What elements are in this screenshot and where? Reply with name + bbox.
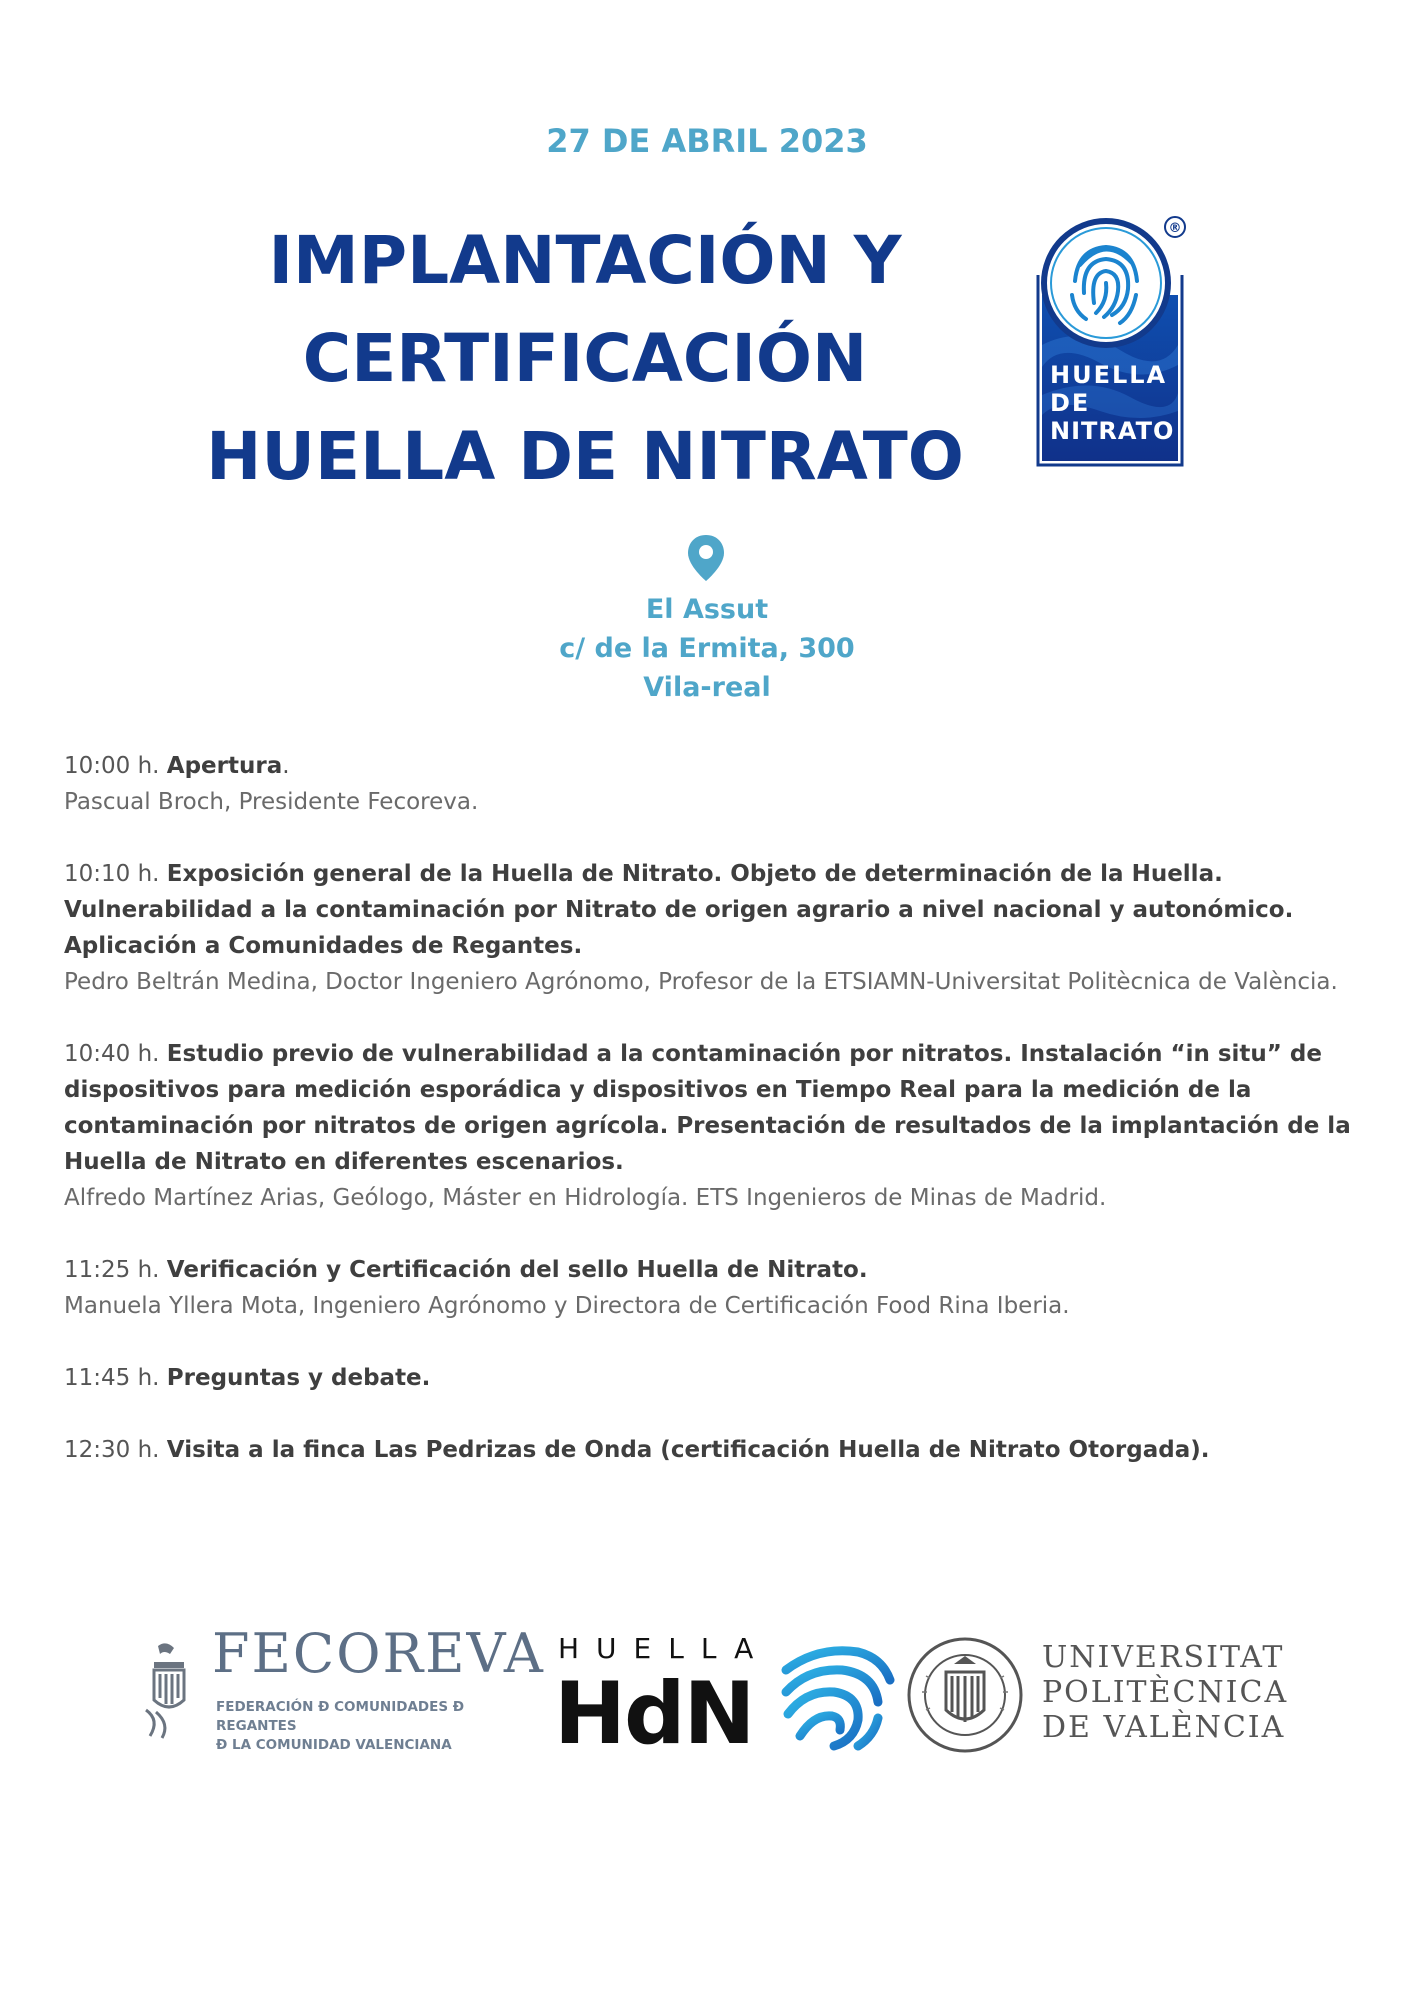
- agenda-item: [64, 1252, 1364, 1324]
- agenda-time: 11:45 h.: [64, 1365, 160, 1391]
- badge-line-1: HUELLA: [1050, 361, 1168, 389]
- hdn-fingerprint-icon: [778, 1640, 896, 1752]
- agenda-time: 12:30 h.: [64, 1437, 160, 1463]
- agenda-time: 11:25 h.: [64, 1257, 160, 1283]
- agenda-topic: Verificación y Certificación del sello Huella de Nitrato.: [166, 1257, 868, 1283]
- huella-de-nitrato-badge-logo: [1020, 215, 1200, 480]
- title-line-3: HUELLA DE NITRATO: [206, 418, 964, 495]
- agenda-item: [64, 1432, 1364, 1468]
- agenda-speaker: Pedro Beltrán Medina, Doctor Ingeniero Agrónomo, Profesor de la ETSIAMN-Universitat Politècnica de València.: [64, 969, 1338, 995]
- badge-line-3: NITRATO: [1050, 417, 1175, 445]
- agenda-speaker: Pascual Broch, Presidente Fecoreva.: [64, 789, 479, 815]
- agenda-speaker: Manuela Yllera Mota, Ingeniero Agrónomo y Directora de Certificación Food Rina Iberia.: [64, 1293, 1070, 1319]
- venue-block: [0, 590, 1414, 707]
- agenda-time: 10:00 h.: [64, 753, 160, 779]
- upv-line-3: DE VALÈNCIA: [1042, 1710, 1286, 1745]
- event-date: 27 DE ABRIL 2023: [546, 122, 868, 160]
- hdn-logo-top-text: HUELLA: [558, 1632, 771, 1665]
- agenda-item: [64, 1360, 1364, 1396]
- fecoreva-emblem-icon: [140, 1640, 196, 1740]
- agenda-time: 10:10 h.: [64, 861, 160, 887]
- title-line-2: CERTIFICACIÓN: [302, 320, 868, 397]
- agenda-item: [64, 1036, 1364, 1216]
- agenda-topic-suffix: .: [282, 753, 290, 779]
- agenda-list: [64, 748, 1364, 1504]
- agenda-topic: Estudio previo de vulnerabilidad a la contaminación por nitratos. Instalación “in situ” de dispositivos para medición esporádica y dispositivos en Tiempo Real para la medición de la contaminación por nitratos de origen agrícola. Presentación de resultados de la implantación de la Huella de Nitrato en diferentes escenarios.: [64, 1041, 1351, 1175]
- hdn-logo-wordmark: HdN: [554, 1664, 754, 1764]
- venue-city: Vila-real: [643, 672, 771, 703]
- title-line-1: IMPLANTACIÓN Y: [268, 222, 902, 299]
- upv-line-1: UNIVERSITAT: [1042, 1640, 1285, 1675]
- agenda-item: [64, 748, 1364, 820]
- registered-mark: ®: [1168, 221, 1182, 236]
- agenda-topic: Preguntas y debate.: [166, 1365, 431, 1391]
- agenda-topic: Exposición general de la Huella de Nitrato. Objeto de determinación de la Huella. Vulnerabilidad a la contaminación por Nitrato de origen agrario a nivel nacional y autonómico. Aplicación a Comunidades de Regantes.: [64, 861, 1294, 959]
- upv-line-2: POLITÈCNICA: [1042, 1675, 1289, 1710]
- badge-line-2: DE: [1050, 389, 1091, 417]
- upv-seal-icon: [906, 1636, 1024, 1754]
- page-title: [150, 212, 1020, 506]
- agenda-topic: Visita a la finca Las Pedrizas de Onda (certificación Huella de Nitrato Otorgada).: [166, 1437, 1210, 1463]
- fecoreva-subtitle: [216, 1698, 546, 1755]
- sponsor-logos: [130, 1620, 1310, 1770]
- upv-wordmark: [1042, 1640, 1288, 1745]
- fecoreva-subtitle-line-2: Ð LA COMUNIDAD VALENCIANA: [216, 1737, 452, 1753]
- venue-address: c/ de la Ermita, 300: [559, 633, 855, 664]
- agenda-item: [64, 856, 1364, 1000]
- agenda-time: 10:40 h.: [64, 1041, 160, 1067]
- fecoreva-subtitle-line-1: FEDERACIÓN Ð COMUNIDADES Ð REGANTES: [216, 1699, 465, 1734]
- venue-name: El Assut: [645, 594, 769, 625]
- agenda-topic: Apertura: [166, 753, 283, 779]
- agenda-speaker: Alfredo Martínez Arias, Geólogo, Máster en Hidrología. ETS Ingenieros de Minas de Madrid.: [64, 1185, 1107, 1211]
- fecoreva-wordmark: FECOREVA: [212, 1622, 545, 1685]
- location-pin-icon: [686, 533, 726, 583]
